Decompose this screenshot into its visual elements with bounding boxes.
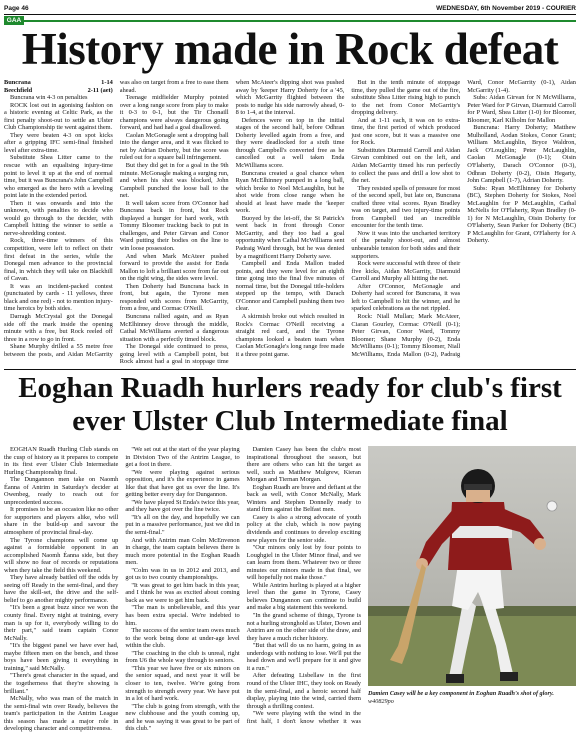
eoghan-story-paragraph: "We were playing against serious opposition, and it's the experience in games like that that have got us over the line. It's getting better every day for Dungannon. (125, 468, 240, 499)
eoghan-story-paragraph: Damien Casey has been the club's most inspirational throughout the season, but there are others who can hit the target as well, such as Matthew Mulgrew, Kieran Morgan and Tiernan Morgan. (246, 446, 361, 484)
rock-story-paragraph: But they did get in for a goal in the 9th minute. McGonagle making a surging run, and when his shot was blocked, John Campbell punched the loose ball to the net. (119, 162, 229, 200)
eoghan-story-paragraph: "It's all on the day, and hopefully we can put in a massive performance, just we did in the semi-final." (125, 513, 240, 537)
eoghan-story-paragraph: EOGHAN Ruadh Hurling Club stands on the cusp of history as it prepares to compete in its first ever Ulster Club Intermediate Hurling Championship final. (4, 446, 119, 476)
score-value: 2-11 (aet) (87, 86, 113, 94)
rock-story-paragraph: Then Doherty had Buncrana back in front, but again, the Tyrone men responded with scores from McGarrity, from a free, and Cormac O'Neill. (119, 282, 229, 313)
page-number: Page 46 (4, 5, 29, 12)
date-masthead: WEDNESDAY, 6th November 2019 - COURIER (436, 5, 576, 12)
eoghan-story-paragraph: "It's the biggest panel we have ever had, maybe fifteen men on the bench, and those boys have been giving it everything in training," said McNally. (4, 642, 119, 672)
eoghan-story-paragraph: "We were playing with the wind in the first half, I don't know whether it was (246, 710, 361, 725)
rock-story-paragraph: Subs: Ryan McElhinney for Doherty (BC), Stephen Doherty for Stokes, Noel McLaughlin for P McLaughlin, Cathal McNelis for O'Flaherty, Ryan Bradley (0-1) for N McLaughlin, Oisin Doherty for O'Flaherty, Sean Parker for Doherty (BC) P McLaughlin for Grant, O'Flaherty for A Doherty. (467, 184, 576, 245)
eoghan-story-paragraph: "Our minors only lost by four points to Loughgiel in the Ulster Minor final, and we can learn from them. Whatever two or three minutes our minors made in that final, we will hopefully not make those." (246, 544, 361, 582)
rock-story-paragraph: The Donegal side continued to press, going level with a Campbell point, but Rock almost had a goal in stoppage time when McAteer's dipping shot was pushed away by 'keeper Harry Doherty for a '45, which McGarrity flighted between the posts to nudge his side narrowly ahead, 0-8 to 1-4, at the interval. (119, 79, 345, 366)
rock-story-paragraph: Caolan McGonagle sent a dropping ball into the danger area, and it was flicked to net by Adrian Doherty, but the score was ruled out for a square ball infringement. (119, 131, 229, 162)
score-value: 1-14 (101, 79, 113, 86)
rock-story-paragraph: Buncrana: Harry Doherty; Matthew Mulholland, Aodan Stokes, Conor Grant; William McLaughlin, Bryce Waldron, Jack O'Loughlin; Peter McLaughlin, Caolan McGonagle (0-1); Oisin O'Flaherty, Darach O'Connor (0-3), Odhran Doherty (0-2), Oisin Hegarty, John Campbell (1-7), Adrian Doherty. (467, 124, 576, 185)
rock-story-paragraph: Campbell and Enda Mallon traded points, and they were level for an eighth time going into the final five minutes of normal time, but the Donegal title-holders stepped up the tempo, with Darach O'Connor and Campbell pushing them two clear. (235, 260, 345, 313)
rock-story-paragraph: Teenage midfielder Murphy pointed over a long range score from play to make it 0-3 to 0-1, but the Tir Chonaill champions were always dangerous going forward, and had had a goal disallowed. (119, 94, 229, 132)
article-eoghan-ruadh (4, 446, 361, 734)
rock-story-paragraph: Rock, three-time winners of this competition, were left to reflect on their first defeat in the series, while the Donegal men advance to the provincial final, in which they will take on Blackhill of Cavan. (4, 237, 113, 283)
rock-story-paragraph: Substitute Shea Litter came to the rescue with an equalising injury-time point to level it up at the end of normal time, but it was Buncrana's John Campbell who emerged as the hero with a leveling point late in the extended period. (4, 154, 113, 200)
rock-story-paragraph: Subs: Aidan Girvan for N McWilliams, Peter Ward for P Girvan, Diarmuid Carroll for P Ward, Shea Litter (1-0) for Bloomer, Bloomer, Karl Kilholm for Mallon (467, 94, 576, 124)
eoghan-story-paragraph: "The man is unbelievable, and this year has been extra special. We're indebted to him. (125, 604, 240, 627)
section-rule (24, 20, 576, 22)
eoghan-story-paragraph: "The coaching in the club is unreal, right from U6 the whole way through to seniors. (125, 649, 240, 665)
rock-story-paragraph: Shane Murphy drilled a 55 metre free between the posts, and Aidan McGarrity was also on target from a free to ease them ahead. (4, 79, 229, 358)
eoghan-story-paragraph: "We have played St Enda's twice this year, and they have got over the line twice. (125, 498, 240, 514)
eoghan-story-paragraph: The Dungannon men take on Naomh Éanna of Antrim in Saturday's decider at Owenbeg, ready to reach out for unprecedented success. (4, 476, 119, 506)
rock-story-paragraph: And when Mark McAteer pushed forward to provide the assist for Enda Mallon to loft a brilliant score from far out on the right wing, the sides were level. (119, 252, 229, 283)
photo-caption (368, 690, 576, 705)
photo-caption-text: Damien Casey will be a key component in Eoghan Ruadh's shot of glory. (368, 690, 554, 697)
rock-story-paragraph: Buncrana win 4-3 on penalties (10, 94, 88, 102)
rock-story-paragraph: Buoyed by the let-off, the St Patrick's went back in front through Conor McGarrity, and they too had a goal opportunity when Cathal McWilliams sent Padraig Ward through, but he was denied by a magnificent Harry Doherty save. (235, 214, 345, 260)
rock-story-paragraph: After O'Connor, McGonagle and Doherty had scored for Buncrana, it was left to Campbell to hit the winner, and he sparked celebrations as the net rippled. (351, 282, 461, 313)
eoghan-story-paragraph: "We set out at the start of the year playing in Division Two of the Antrim League, to get a foot in there. (125, 446, 240, 469)
photo-code: w40829po (368, 697, 394, 705)
rock-story-paragraph: It well taken score from O'Connor had Buncrana back in front, but Rock displayed a hunger for hard work, with Tommy Bloomer tracking back to put in challenges, and Peter Girvan and Conor Ward putting their bodies on the line to win loose possession. (119, 199, 229, 253)
eoghan-story-paragraph: "Colm was in us in 2012 and 2013, and got us to two county championships. (125, 566, 240, 582)
eoghan-story-paragraph: Eoghan Ruadh are brave and defiant at the back as well, with Conor McNally, Mark Winters and Stephen Donnelly ready to stand firm against the Belfast men. (246, 483, 361, 514)
eoghan-story-paragraph: The Tyrone champions will come up against a formidable opponent in an accomplished Naomh Éanna side, but they will show no fear of records or reputations when they take the field this weekend. (4, 536, 119, 574)
score-team: Beechfield (4, 86, 33, 94)
hurler-image (368, 446, 576, 686)
eoghan-story-paragraph: After defeating Lisbellaw in the first round of the Ulster IHC, they took on Ready in the semi-final, and a heroic second half display, playing into the wind, carried them through a thrilling contest. (246, 672, 361, 710)
eoghan-story-paragraph: Casey is also a strong advocate of youth policy at the club, which is now paying dividends and continues to develop exciting new players for the senior side. (246, 513, 361, 544)
rock-story-paragraph: They resisted spells of pressure for most of the second spell, but late on, Buncrana crafted three vital scores. Ryan Bradley was on target, and two injury-time points from Campbell tied an incredible encounter for the tenth time. (351, 184, 461, 230)
rock-story-paragraph: Substitutes Diarmuid Carroll and Aidan Girvan combined out on the left, and Aidan McGarrity timed his run perfectly to collect the pass and drill a low shot to the net. (351, 146, 461, 185)
eoghan-story-paragraph: And with Antrim man Colm McEnvenon in charge, the team captain believes there is much more potential in the Eoghan Ruadh men. (125, 536, 240, 567)
eoghan-story-paragraph: McNally, who was man of the match in the semi-final win over Ready, believes the team's participation in the Antrim League this season has made a major role in developing character and competitiveness. (4, 695, 119, 733)
rock-story-paragraph: Then it was onwards and into the unknown, with penalties to decide who would go through to the decider, with Campbell hitting the winner to settle a nerve-shredding contest. (4, 199, 113, 237)
scoreline-home (4, 79, 113, 87)
eoghan-story-paragraph: The success of the senior team owes much to the work being done at under-age level within the club. (125, 627, 240, 650)
rock-story-paragraph: Defences were on top in the initial stages of the second half, before Odhran Doherty levelled again from a free, and they were deadlocked for a sixth time through Campbell's converted free as he cancelled out a well taken Enda McWilliams score. (235, 116, 345, 170)
rock-story-paragraph: Rock: Niall Mullan; Mark McAteer, Ciaran Gourley, Cormac O'Neill (0-1); Peter Girvan, Conor Ward, Tommy Bloomer; Shane Murphy (0-2), Enda McWilliams (0-1); Tommy Bloomer, Niall McWilliams, Enda Mallon (0-2), Padraig Ward, Conor McGarrity (0-1), Aidan McGarrity (1-4). (351, 79, 576, 358)
article-rock-defeat (4, 79, 576, 366)
eoghan-story-paragraph: "There's great character in the squad, and the togetherness that they're showing is brilliant." (4, 672, 119, 695)
rock-story-paragraph: Rock were successful with three of their five kicks, Aidan McGarrity, Diarmuid Carroll and Murphy all hitting the net. (351, 260, 461, 283)
headline-rock-defeat: History made in Rock defeat (21, 24, 559, 74)
headline-eoghan-ruadh: Eoghan Ruadh hurlers ready for club's first ever Ulster Club Intermediate final (18, 372, 562, 437)
header-rule (4, 14, 576, 15)
eoghan-story-paragraph: "But that will do us no harm, going in as underdogs with nothing to lose. We'll put the head down and we'll prepare for it and give it a run." (246, 642, 361, 672)
rock-story-paragraph: ROCK lost out in agonising fashion on a historic evening at Celtic Park, as the first penalty shoot-out to settle an Ulster Club Championship tie went against them. (4, 101, 113, 132)
rock-story-paragraph: Darragh McCrystal got the Donegal side off the mark inside the opening minute with a free, but Rock reeled off three in a row to go in front. (4, 312, 113, 343)
eoghan-story-paragraph: They have already battled off the odds by seeing off Ready in the semi-final, and they have the skill-set, the drive and the self-belief to go another mighty performance. (4, 574, 119, 604)
section-tag: GAA (4, 16, 24, 25)
rock-story-paragraph: But in the tenth minute of stoppage time, they pulled the game out of the fire, substitute Shea Litter rising high to punch to the net from Conor McGarrity's dropping delivery. (351, 79, 461, 117)
scoreline-away (4, 87, 113, 95)
eoghan-story-paragraph: "It was great to get him back in this year, and I think he was as excited about coming back as we were to get him back. (125, 581, 240, 604)
eoghan-story-paragraph: It promises to be an occasion like no other for supporters and players alike, who will share in the build-up and savour the atmosphere of provincial final-day. (4, 506, 119, 537)
eoghan-story-paragraph: "The club is going from strength, with the new clubhouse and the youth coming up, and he was saying it was great to be part of this club." (125, 702, 240, 733)
eoghan-story-paragraph: "This year we have five or six minors on the senior squad, and next year it will be closer to ten, twelve. We're going from strength to strength every year. We have put in a lot of hard work. (125, 664, 240, 703)
story-divider (4, 369, 576, 370)
rock-story-paragraph: It was an incident-packed contest (punctuated by cards - 11 yellows, three black and one red) - not to mention injury-time heroics by both sides. (4, 282, 113, 313)
rock-story-paragraph: A skirmish broke out which resulted in Rock's Cormac O'Neill receiving a straight red card, and the Tyrone champions looked a beaten team when Caolan McGonagle's long range free made it a three point game. (235, 312, 345, 358)
rock-story-paragraph: Now it was into the uncharted territory of the penalty shoot-out, and almost unbearable tension for both sides and their supporters. (351, 229, 461, 260)
rock-story-paragraph: Buncrana created a goal chance when Ryan McElhinney pumped in a long ball, which broke to Noel McLaughlin, but he shot wide from close range when he should at least have made the 'keeper work. (235, 169, 345, 215)
hurling-photo (368, 446, 576, 686)
score-team: Buncrana (4, 79, 31, 86)
eoghan-story-paragraph: "In the grand scheme of things, Tyrone is not a hurling stronghold as Ulster, Down and Antrim are on the other side of the draw, and they have a much richer history. (246, 612, 361, 642)
rock-story-paragraph: They were beaten 4-3 on spot kicks after a gripping IFC semi-final finished level after extra-time. (4, 131, 113, 154)
eoghan-story-paragraph: While Antrim hurling is played at a higher level than the game in Tyrone, Casey believes Dungannon can continue to build and make a big statement this weekend. (246, 581, 361, 612)
rock-story-paragraph: Buncrana rallied again, and as Ryan McElhinney drove through the middle, Cathal McWilliams averted a dangerous situation with a perfectly timed block. (119, 312, 229, 343)
eoghan-story-paragraph: "It's been a great buzz since we won the county final. Every night at training, every man is up for it, everybody willing to do their part," said team captain Conor McNally. (4, 604, 119, 642)
rock-story-paragraph: And at 1-11 each, it was on to extra-time, the first period of which produced just one score, but it was a massive one for Rock. (351, 116, 461, 147)
